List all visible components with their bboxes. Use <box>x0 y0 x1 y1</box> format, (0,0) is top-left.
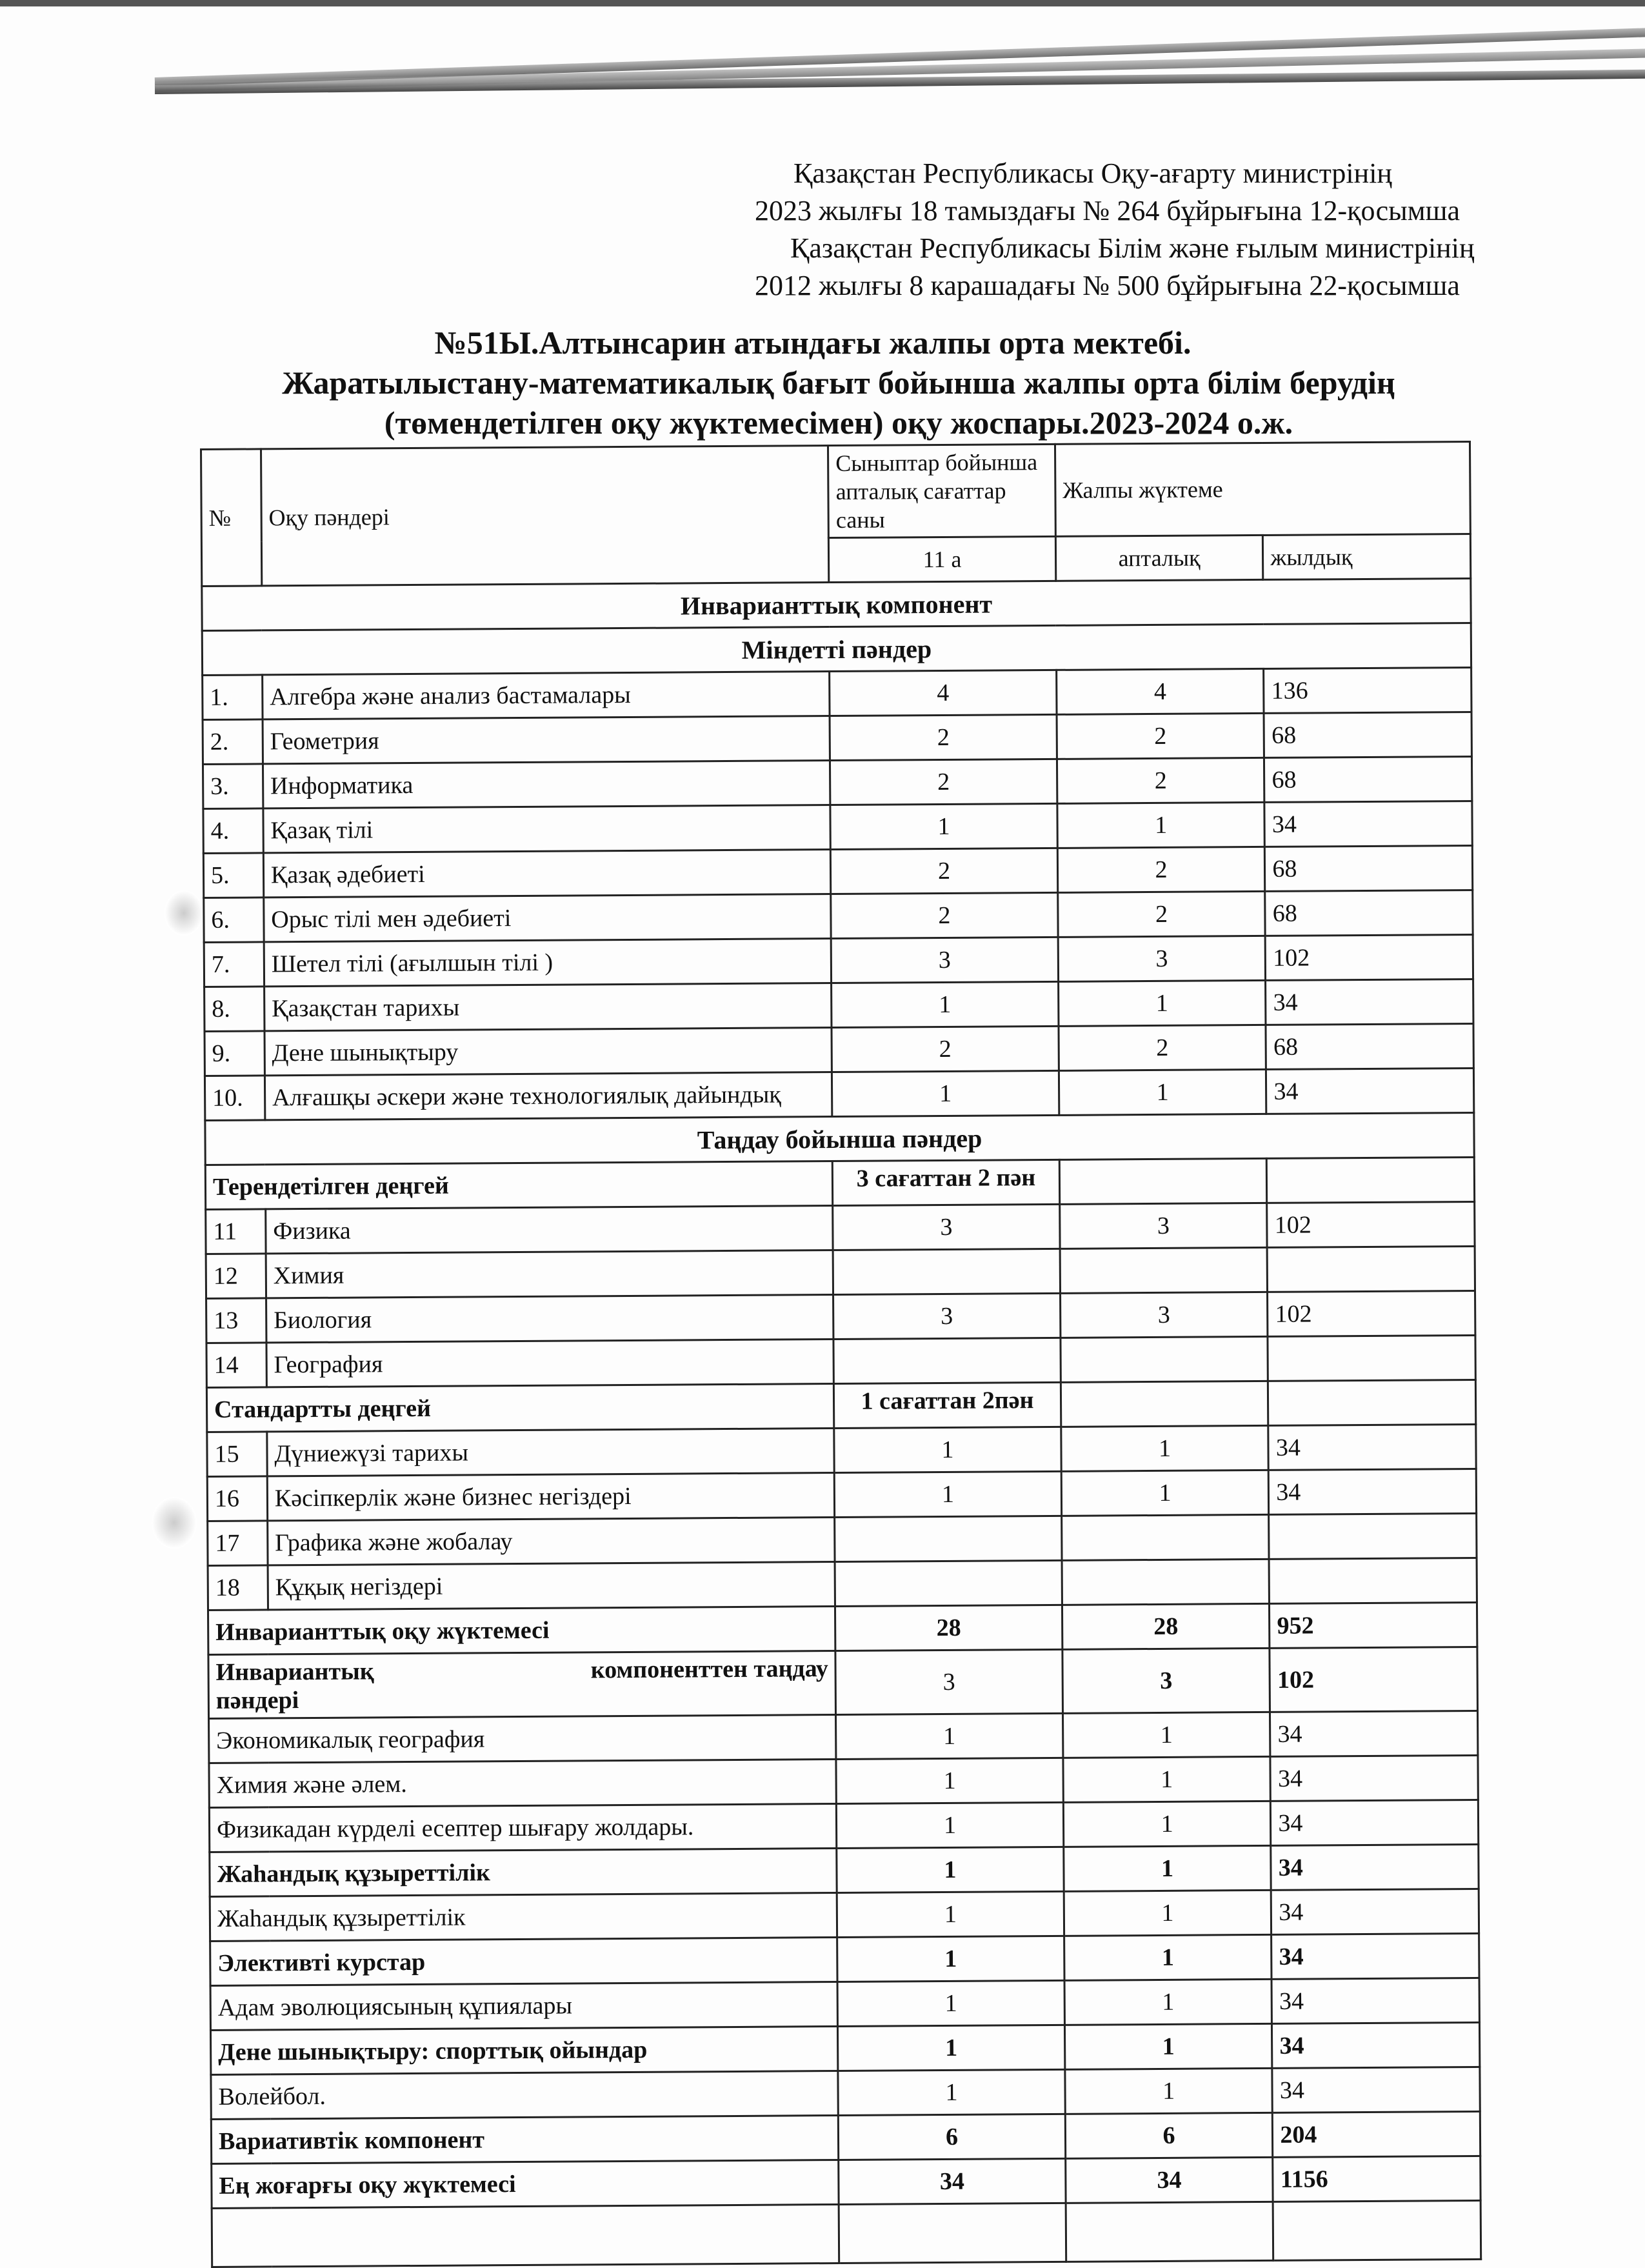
table-row <box>204 1023 1473 1076</box>
section-elective: Таңдау бойынша пәндер <box>205 1112 1474 1165</box>
subject-name: Дене шынықтыру: спорттық ойындар <box>210 2027 838 2075</box>
empty-cell <box>212 2205 839 2267</box>
curriculum-table <box>200 441 1482 2268</box>
class-hours: 1 <box>836 1758 1063 1803</box>
row-number: 9. <box>204 1031 264 1076</box>
row-number: 6. <box>204 898 264 943</box>
subject-name: Геометрия <box>263 716 830 764</box>
row-number: 14 <box>206 1343 266 1388</box>
order-reference <box>755 155 1529 305</box>
hole-punch-mark <box>164 890 203 936</box>
header-class: 11 а <box>829 536 1056 582</box>
section-mandatory: Міндетті пәндер <box>202 623 1471 675</box>
subject-name: Қазақ әдебиеті <box>263 850 831 898</box>
subject-name: Дене шынықтыру <box>264 1028 832 1076</box>
weekly-hours: 28 <box>1062 1603 1270 1649</box>
class-hours: 1 <box>834 1427 1061 1472</box>
yearly-hours: 102 <box>1267 1201 1475 1247</box>
weekly-hours: 34 <box>1066 2157 1273 2203</box>
yearly-hours: 34 <box>1271 1844 1479 1890</box>
weekly-hours <box>1060 1247 1268 1293</box>
header-total-load: Жалпы жүктеме <box>1055 441 1470 536</box>
yearly-hours: 34 <box>1271 1978 1479 2023</box>
section-row <box>202 623 1471 675</box>
class-hours: 1 <box>838 2069 1065 2115</box>
weekly-hours: 2 <box>1057 847 1265 892</box>
yearly-hours: 34 <box>1264 801 1472 847</box>
empty-cell <box>1059 1158 1267 1204</box>
yearly-hours: 68 <box>1265 890 1473 936</box>
class-hours <box>833 1249 1060 1294</box>
class-hours: 1 <box>838 2025 1065 2071</box>
table-row <box>204 979 1473 1031</box>
weekly-hours: 1 <box>1064 1979 1272 2025</box>
yearly-hours: 952 <box>1270 1602 1477 1648</box>
class-hours: 3 <box>831 937 1058 983</box>
subject-name: Дүниежүзі тарихы <box>267 1429 835 1476</box>
table-row <box>209 1711 1478 1763</box>
total-row <box>208 1602 1477 1654</box>
class-hours: 1 <box>834 1471 1061 1517</box>
yearly-hours: 34 <box>1269 1469 1477 1514</box>
table-row <box>203 712 1471 764</box>
header-weekly: апталық <box>1055 535 1263 581</box>
class-hours: 1 <box>837 1847 1064 1892</box>
class-hours: 1 <box>837 1936 1064 1982</box>
scan-edge <box>0 0 1645 6</box>
row-number: 7. <box>204 942 264 987</box>
header-yearly: жылдық <box>1263 534 1471 579</box>
table-row <box>203 667 1471 719</box>
yearly-hours: 102 <box>1268 1290 1475 1336</box>
yearly-hours <box>1269 1513 1477 1559</box>
table-row <box>211 2111 1480 2163</box>
subject-name: Адам эволюциясының құпиялары <box>210 1982 838 2031</box>
header-row <box>201 441 1471 541</box>
yearly-hours <box>1269 1558 1477 1603</box>
row-number: 5. <box>203 853 263 898</box>
yearly-hours: 34 <box>1272 2067 1480 2112</box>
weekly-hours: 1 <box>1064 1890 1271 1936</box>
row-number: 1. <box>203 675 263 720</box>
weekly-hours: 1 <box>1063 1756 1271 1802</box>
subject-name: Жаһандық құзыреттілік <box>210 1849 837 1897</box>
header-num: № <box>201 449 262 587</box>
empty-cell <box>1273 2200 1481 2260</box>
yearly-hours: 34 <box>1271 1800 1479 1845</box>
label-part: Инвариантық <box>215 1658 374 1686</box>
empty-row <box>212 2200 1481 2267</box>
weekly-hours: 1 <box>1065 2068 1273 2114</box>
table-row <box>203 845 1472 898</box>
plan-title: Жаратылыстану-математикалық бағыт бойынша жалпы орта білім берудің <box>282 365 1395 401</box>
table-row <box>207 1424 1476 1476</box>
table-row <box>209 1755 1478 1807</box>
class-hours: 34 <box>839 2158 1066 2204</box>
section-row <box>205 1112 1474 1165</box>
subject-name: Графика және жобалау <box>268 1518 835 1565</box>
total-row <box>208 1647 1478 1718</box>
subject-name: Физика <box>266 1206 833 1254</box>
row-number: 2. <box>203 719 263 765</box>
class-hours: 1 <box>836 1713 1063 1759</box>
weekly-hours: 1 <box>1058 980 1266 1026</box>
yearly-hours: 1156 <box>1273 2156 1480 2202</box>
class-hours: 3 <box>835 1649 1062 1714</box>
class-hours: 1 <box>837 1891 1064 1937</box>
row-number: 10. <box>204 1076 264 1121</box>
class-hours: 28 <box>835 1605 1062 1651</box>
yearly-hours: 34 <box>1271 1933 1479 1979</box>
weekly-hours: 1 <box>1061 1470 1269 1516</box>
weekly-hours: 4 <box>1056 668 1264 714</box>
subject-name: Шетел тілі (ағылшын тілі ) <box>264 939 832 987</box>
order-line: Қазақстан Республикасы Білім және ғылым министрінің <box>790 232 1475 264</box>
subject-name: Экономикалық география <box>209 1715 837 1763</box>
weekly-hours: 1 <box>1064 1845 1271 1891</box>
hole-punch-mark <box>152 1497 197 1549</box>
table-row <box>210 1844 1479 1896</box>
section-invariant: Инварианттық компонент <box>202 578 1471 630</box>
weekly-hours: 2 <box>1058 891 1266 937</box>
section-row <box>202 578 1471 630</box>
subject-name: Физикадан күрделі есептер шығару жолдары. <box>209 1804 837 1852</box>
table-row <box>208 1558 1477 1610</box>
weekly-hours: 1 <box>1064 1934 1271 1980</box>
table-row <box>207 1469 1476 1521</box>
row-number: 12 <box>206 1254 266 1299</box>
empty-cell <box>839 2203 1066 2263</box>
table-row <box>209 1800 1478 1852</box>
weekly-hours: 1 <box>1063 1801 1271 1847</box>
yearly-hours: 204 <box>1273 2111 1480 2157</box>
yearly-hours: 68 <box>1265 845 1473 891</box>
yearly-hours: 34 <box>1271 1889 1479 1934</box>
class-hours: 2 <box>832 1026 1059 1072</box>
subject-name: Химия және әлем. <box>209 1760 837 1808</box>
yearly-hours: 102 <box>1266 934 1473 980</box>
school-name: №51Ы.Алтынсарин атындағы жалпы орта мектебі. <box>434 325 1191 361</box>
yearly-hours <box>1268 1335 1475 1381</box>
weekly-hours <box>1062 1559 1270 1605</box>
row-number: 4. <box>203 808 263 854</box>
subject-name: Информатика <box>263 761 830 808</box>
class-hours: 3 <box>833 1293 1061 1339</box>
table-row <box>206 1290 1475 1343</box>
label-part: компоненттен таңдау <box>590 1655 828 1684</box>
subject-name: Элективті курстар <box>210 1938 838 1986</box>
weekly-hours: 1 <box>1064 2023 1272 2069</box>
yearly-hours <box>1267 1246 1475 1292</box>
weekly-hours: 6 <box>1065 2112 1273 2158</box>
order-line: 2012 жылғы 8 карашадағы № 500 бұйрығына 22-қосымша <box>755 270 1460 301</box>
table-row <box>211 2067 1480 2119</box>
class-hours: 2 <box>830 759 1057 805</box>
class-hours: 1 <box>837 1802 1064 1848</box>
yearly-hours: 34 <box>1272 2022 1480 2068</box>
yearly-hours: 34 <box>1270 1711 1478 1756</box>
table-row <box>210 2022 1479 2074</box>
level-row <box>205 1157 1474 1209</box>
header-class-hours: Сыныптар бойынша апталық сағаттар саны <box>828 444 1055 537</box>
weekly-hours: 3 <box>1058 936 1266 981</box>
weekly-hours: 1 <box>1059 1069 1266 1115</box>
row-number: 17 <box>208 1521 268 1566</box>
subject-name: Биология <box>266 1295 833 1343</box>
label-part: пәндері <box>215 1687 299 1714</box>
subject-name: Құқық негіздері <box>268 1562 835 1610</box>
yearly-hours: 34 <box>1270 1755 1478 1801</box>
subject-name: Ең жоғарғы оқу жүктемесі <box>212 2160 839 2209</box>
weekly-hours: 2 <box>1057 713 1264 759</box>
class-hours: 1 <box>830 803 1057 849</box>
row-number: 18 <box>208 1565 268 1611</box>
level-note: 1 сағаттан 2пән <box>834 1382 1061 1428</box>
class-hours <box>835 1560 1062 1606</box>
yearly-hours: 34 <box>1266 979 1473 1025</box>
table-row <box>204 890 1473 942</box>
subject-name: Алгебра және анализ бастамалары <box>263 672 830 719</box>
class-hours: 2 <box>831 848 1058 894</box>
table-row <box>206 1335 1475 1387</box>
table-row <box>210 1889 1479 1941</box>
table-row <box>210 1978 1479 2030</box>
level-label: Терендетілген деңгей <box>205 1161 833 1210</box>
table-row <box>203 756 1471 808</box>
yearly-hours: 34 <box>1268 1424 1476 1470</box>
class-hours: 1 <box>832 1070 1059 1116</box>
row-number: 15 <box>207 1432 267 1477</box>
empty-cell <box>1061 1381 1268 1427</box>
subject-name: Волейбол. <box>211 2071 839 2120</box>
yearly-hours: 68 <box>1264 712 1471 758</box>
invariant-load-label: Инварианттық оқу жүктемесі <box>208 1607 835 1655</box>
level-label: Стандартты деңгей <box>206 1384 834 1432</box>
yearly-hours: 68 <box>1266 1023 1473 1069</box>
weekly-hours: 1 <box>1062 1712 1270 1758</box>
table-row <box>204 1068 1473 1120</box>
table-row <box>210 1933 1479 1985</box>
class-hours: 4 <box>830 670 1057 716</box>
subject-name: География <box>266 1340 834 1387</box>
level-row <box>206 1380 1475 1432</box>
subject-name: Қазақстан тарихы <box>264 983 832 1031</box>
subject-name: Химия <box>266 1250 833 1298</box>
weekly-hours: 1 <box>1057 802 1265 848</box>
weekly-hours: 2 <box>1059 1025 1266 1070</box>
level-note: 3 сағаттан 2 пән <box>832 1159 1059 1205</box>
class-hours: 6 <box>838 2114 1065 2160</box>
weekly-hours <box>1061 1514 1269 1560</box>
class-hours: 2 <box>830 714 1057 760</box>
class-hours: 1 <box>832 981 1059 1027</box>
table-row <box>208 1513 1477 1565</box>
weekly-hours: 1 <box>1061 1425 1269 1471</box>
class-hours: 1 <box>837 1980 1064 2026</box>
row-number: 13 <box>206 1298 266 1343</box>
document-title <box>194 323 1484 443</box>
table-row <box>212 2156 1480 2208</box>
class-hours: 3 <box>833 1204 1060 1250</box>
yearly-hours: 34 <box>1266 1068 1474 1114</box>
yearly-hours: 136 <box>1264 667 1471 713</box>
weekly-hours: 3 <box>1062 1648 1270 1713</box>
subject-name: Қазақ тілі <box>263 805 831 853</box>
weekly-hours: 3 <box>1059 1203 1267 1249</box>
subject-name: Орыс тілі мен әдебиеті <box>264 894 832 942</box>
yearly-hours: 102 <box>1270 1647 1477 1712</box>
empty-cell <box>1066 2202 1273 2262</box>
header-subject: Оқу пәндері <box>261 446 829 586</box>
order-line: 2023 жылғы 18 тамыздағы № 264 бұйрығына 12-қосымша <box>755 195 1460 226</box>
row-number: 11 <box>206 1209 266 1254</box>
yearly-hours: 68 <box>1264 756 1472 802</box>
plan-subtitle: (төмендетілген оқу жүктемесімен) оқу жоспары.2023-2024 о.ж. <box>384 405 1293 441</box>
row-number: 8. <box>204 987 264 1032</box>
subject-name: Вариативтік компонент <box>211 2116 839 2164</box>
weekly-hours <box>1061 1336 1268 1382</box>
table-row <box>206 1201 1475 1254</box>
order-line: Қазақстан Республикасы Оқу-ағарту министрінің <box>793 157 1392 189</box>
table-row <box>206 1246 1475 1298</box>
row-number: 3. <box>203 764 263 809</box>
subject-name: Алғашқы әскери және технологиялық дайындық <box>264 1072 832 1120</box>
weekly-hours: 2 <box>1057 758 1264 803</box>
empty-cell <box>1267 1157 1475 1203</box>
invariant-choice-label <box>208 1651 836 1719</box>
table-row <box>203 801 1472 853</box>
class-hours: 2 <box>831 892 1058 938</box>
class-hours <box>833 1338 1061 1383</box>
subject-name: Кәсіпкерлік және бизнес негіздері <box>267 1473 835 1521</box>
row-number: 16 <box>207 1476 267 1521</box>
table-row <box>204 934 1473 987</box>
subject-name: Жаһандық құзыреттілік <box>210 1893 837 1942</box>
weekly-hours: 3 <box>1060 1292 1268 1338</box>
empty-cell <box>1268 1380 1476 1425</box>
class-hours <box>835 1516 1062 1561</box>
